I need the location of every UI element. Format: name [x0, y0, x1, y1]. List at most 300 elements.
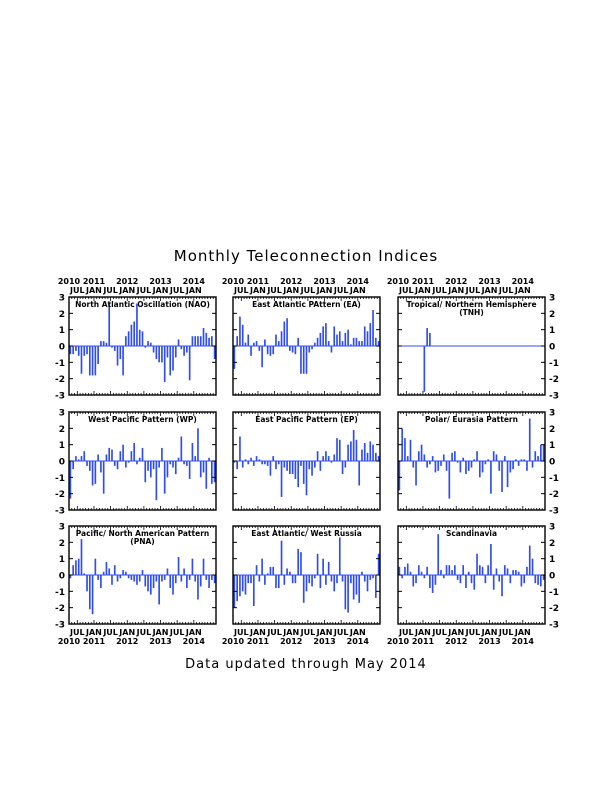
bar — [336, 575, 338, 583]
panel-8 — [222, 526, 380, 646]
x-month-label: JUL — [498, 286, 514, 295]
x-month-label: JUL — [234, 628, 249, 637]
bar — [429, 333, 431, 346]
bar — [336, 335, 338, 346]
bar — [328, 456, 330, 461]
y-tick-label: 0 — [549, 457, 556, 468]
bar — [295, 461, 297, 479]
bar — [407, 564, 409, 575]
bar — [203, 461, 205, 472]
bar — [501, 575, 503, 596]
bar — [404, 438, 406, 461]
bar — [181, 437, 183, 462]
x-month-label: JUL — [465, 628, 481, 637]
bar — [108, 304, 110, 346]
bar — [270, 567, 272, 575]
bar — [86, 575, 88, 591]
bar — [253, 461, 255, 466]
bar — [347, 575, 349, 613]
bar — [361, 450, 363, 461]
bar — [172, 346, 174, 371]
x-month-label: JAN — [283, 628, 300, 637]
bar — [125, 336, 127, 346]
x-year-label: 2013 — [149, 277, 172, 286]
bar — [72, 346, 74, 354]
bar — [487, 565, 489, 575]
bar — [214, 461, 216, 482]
bar — [314, 461, 316, 468]
bar — [156, 575, 158, 582]
bar — [133, 575, 135, 582]
bar — [242, 575, 244, 591]
y-tick-label: 2 — [58, 538, 65, 549]
bar — [515, 570, 517, 575]
bar — [144, 461, 146, 482]
figure-title: Monthly Teleconnection Indices — [173, 247, 439, 265]
bar — [303, 575, 305, 603]
bar — [482, 461, 484, 472]
bar — [443, 454, 445, 461]
x-month-label: JUL — [300, 286, 316, 295]
bar — [320, 333, 322, 346]
bar — [194, 575, 196, 582]
bar — [117, 575, 119, 582]
bar — [361, 341, 363, 346]
bar — [161, 575, 163, 582]
panel-6 — [398, 409, 559, 517]
bar — [142, 448, 144, 461]
y-tick-label: 3 — [549, 522, 556, 533]
bar — [139, 575, 141, 582]
bar — [471, 461, 473, 468]
x-month-label: JUL — [300, 628, 316, 637]
bar — [311, 461, 313, 476]
x-year-label: 2013 — [478, 637, 501, 646]
bar — [161, 448, 163, 461]
bar — [111, 450, 113, 461]
x-year-label: 2010 — [386, 277, 410, 286]
bar — [543, 575, 545, 580]
bar — [446, 461, 448, 471]
bar — [183, 346, 185, 356]
bar — [200, 461, 202, 477]
bar — [369, 441, 371, 461]
panel-7 — [55, 523, 216, 647]
bar — [245, 575, 247, 595]
bar — [465, 575, 467, 588]
x-year-label: 2011 — [82, 637, 106, 646]
bar — [133, 322, 135, 347]
y-tick-label: -2 — [549, 604, 559, 615]
bar — [501, 461, 503, 492]
bar — [534, 451, 536, 461]
bar — [75, 560, 77, 575]
bar — [300, 346, 302, 374]
bar — [236, 461, 238, 469]
panel-title: Scandinavia — [445, 529, 498, 538]
bar — [367, 331, 369, 346]
bar — [367, 575, 369, 591]
x-month-label: JAN — [119, 628, 136, 637]
panel-title-line2: (PNA) — [130, 537, 155, 546]
bar — [350, 441, 352, 461]
bar — [95, 346, 97, 375]
x-month-label: JUL — [70, 628, 85, 637]
x-year-label: 2011 — [246, 637, 270, 646]
bar — [197, 336, 199, 346]
bar — [239, 437, 241, 462]
x-month-label: JAN — [316, 286, 333, 295]
bar — [534, 575, 536, 583]
y-tick-label: -1 — [55, 473, 65, 484]
y-tick-label: 2 — [549, 538, 556, 549]
y-tick-label: -3 — [55, 391, 65, 402]
bar — [103, 341, 105, 346]
bar — [345, 333, 347, 346]
bar — [435, 461, 437, 472]
bar — [518, 461, 520, 466]
bar — [437, 534, 439, 575]
bar — [256, 341, 258, 346]
bar — [122, 346, 124, 375]
bar — [325, 323, 327, 346]
bar — [239, 317, 241, 346]
x-month-label: JAN — [283, 286, 300, 295]
panel-grid — [55, 277, 559, 646]
bar — [117, 461, 119, 469]
bar — [108, 448, 110, 461]
bar — [372, 310, 374, 346]
bar — [342, 341, 344, 346]
bar — [211, 336, 213, 346]
bar — [114, 565, 116, 575]
bar — [194, 336, 196, 346]
bar — [303, 346, 305, 374]
x-year-label: 2010 — [221, 637, 245, 646]
bar — [192, 336, 194, 346]
bar — [347, 330, 349, 346]
x-month-label: JUL — [432, 628, 447, 637]
bar — [106, 562, 108, 575]
bar — [512, 461, 514, 469]
x-month-label: JAN — [448, 286, 465, 295]
y-tick-label: 1 — [549, 326, 556, 337]
x-month-label: JUL — [432, 286, 447, 295]
bar — [465, 461, 467, 474]
bar — [356, 338, 358, 346]
bar — [89, 575, 91, 609]
bar — [108, 568, 110, 575]
bar — [412, 461, 414, 468]
bar — [267, 461, 269, 466]
y-tick-label: 0 — [549, 342, 556, 353]
bar — [410, 440, 412, 461]
bar — [119, 346, 121, 359]
bar — [278, 575, 280, 588]
bar — [281, 331, 283, 346]
bar — [194, 456, 196, 461]
bar — [178, 339, 180, 346]
bar — [510, 461, 512, 472]
bar — [300, 552, 302, 575]
bar — [424, 454, 426, 461]
y-tick-label: -2 — [549, 490, 559, 501]
x-month-label: JAN — [415, 286, 431, 295]
bar — [364, 443, 366, 461]
bar — [95, 559, 97, 575]
bar — [92, 461, 94, 486]
bar — [364, 575, 366, 582]
bar — [106, 454, 108, 461]
bar — [415, 575, 417, 583]
panel-2 — [222, 277, 380, 395]
bar — [211, 575, 213, 580]
bar — [131, 325, 133, 346]
bar — [543, 445, 545, 461]
bar — [169, 346, 171, 375]
bar — [375, 575, 377, 598]
x-year-label: 2013 — [313, 277, 336, 286]
bar — [125, 461, 127, 468]
bar — [526, 567, 528, 575]
bar — [356, 575, 358, 595]
bar — [175, 346, 177, 357]
bar — [158, 461, 160, 468]
bar — [164, 575, 166, 580]
bar — [295, 575, 297, 583]
bar — [75, 346, 77, 351]
bar — [358, 575, 360, 603]
bar — [275, 335, 277, 346]
bar — [189, 575, 191, 580]
y-tick-label: 3 — [549, 408, 556, 419]
x-month-label: JAN — [316, 628, 333, 637]
x-year-label: 2011 — [411, 637, 435, 646]
y-tick-label: 3 — [549, 293, 556, 304]
bar — [197, 428, 199, 461]
bar — [142, 331, 144, 346]
bar — [158, 575, 160, 604]
bar — [504, 456, 506, 461]
x-month-label: JUL — [169, 628, 185, 637]
y-tick-label: 1 — [58, 555, 65, 566]
y-tick-label: 1 — [58, 441, 65, 452]
bar — [471, 575, 473, 583]
bar — [448, 461, 450, 499]
bar — [167, 461, 169, 477]
bar — [306, 575, 308, 591]
bar — [205, 461, 207, 489]
y-tick-label: 2 — [549, 424, 556, 435]
x-month-label: JUL — [169, 286, 185, 295]
bar — [498, 461, 500, 471]
x-year-label: 2013 — [149, 637, 172, 646]
bar — [208, 575, 210, 588]
bar — [264, 575, 266, 585]
bar — [333, 454, 335, 461]
bar — [322, 326, 324, 346]
bar — [333, 326, 335, 346]
bar — [473, 575, 475, 590]
bar — [412, 575, 414, 586]
bar — [256, 565, 258, 575]
bar — [523, 575, 525, 583]
x-month-label: JUL — [267, 286, 282, 295]
bar — [128, 331, 130, 346]
bar — [426, 328, 428, 346]
y-tick-label: 2 — [58, 424, 65, 435]
bar — [250, 346, 252, 356]
panel-3 — [387, 277, 559, 402]
bar — [426, 461, 428, 468]
bar — [172, 575, 174, 595]
bar — [504, 565, 506, 575]
bar — [426, 567, 428, 575]
bar — [512, 570, 514, 575]
bar — [507, 461, 509, 487]
bar — [205, 333, 207, 346]
y-tick-label: -1 — [549, 473, 559, 484]
x-month-label: JUL — [333, 628, 349, 637]
x-year-label: 2014 — [346, 637, 369, 646]
y-tick-label: -1 — [55, 587, 65, 598]
y-tick-label: -3 — [55, 620, 65, 631]
x-month-label: JAN — [185, 628, 202, 637]
bar — [529, 546, 531, 575]
panel-title-line2: (TNH) — [459, 308, 484, 317]
x-year-label: 2012 — [445, 277, 468, 286]
bar — [526, 461, 528, 471]
bar — [100, 461, 102, 472]
footer-note: Data updated through May 2014 — [185, 657, 427, 672]
bar — [261, 346, 263, 367]
bar — [485, 575, 487, 583]
x-month-label: JUL — [234, 286, 249, 295]
bar — [72, 565, 74, 575]
bar — [236, 575, 238, 601]
bar — [493, 451, 495, 461]
bar — [356, 440, 358, 461]
bar — [440, 570, 442, 575]
bar — [498, 575, 500, 582]
bar — [300, 461, 302, 466]
panel-5 — [233, 412, 380, 510]
bar — [297, 549, 299, 575]
bar — [272, 456, 274, 461]
bar — [147, 461, 149, 471]
y-tick-label: -3 — [55, 506, 65, 517]
bar — [306, 346, 308, 374]
bar — [286, 461, 288, 471]
bar — [490, 461, 492, 494]
bar — [259, 575, 261, 582]
bar — [292, 346, 294, 353]
bar — [325, 575, 327, 585]
x-month-label: JUL — [136, 286, 152, 295]
bar — [178, 557, 180, 575]
bar — [529, 419, 531, 461]
bar — [367, 453, 369, 461]
x-year-label: 2010 — [57, 277, 81, 286]
x-year-label: 2014 — [182, 637, 205, 646]
panel-title: East Pacific Pattern (EP) — [255, 415, 358, 424]
x-month-label: JAN — [250, 628, 266, 637]
bar — [270, 461, 272, 476]
bar — [345, 575, 347, 609]
bar — [186, 346, 188, 353]
x-month-label: JUL — [465, 286, 481, 295]
bar — [97, 575, 99, 580]
panel-title: Pacific/ North American Pattern — [75, 529, 210, 538]
bar — [418, 451, 420, 461]
bar — [211, 461, 213, 484]
panel-9 — [387, 523, 559, 647]
bar — [292, 461, 294, 474]
bar — [435, 575, 437, 585]
x-year-label: 2013 — [313, 637, 336, 646]
y-tick-label: 3 — [58, 408, 65, 419]
bar — [186, 461, 188, 466]
bar — [537, 456, 539, 461]
bar — [345, 461, 347, 468]
x-month-label: JUL — [333, 286, 349, 295]
bar — [325, 451, 327, 461]
bar — [532, 461, 534, 468]
bar — [454, 451, 456, 461]
bar — [275, 461, 277, 469]
bar — [119, 451, 121, 461]
bar — [153, 461, 155, 469]
x-month-label: JAN — [448, 628, 465, 637]
x-month-label: JAN — [349, 286, 366, 295]
bar — [278, 341, 280, 346]
bar — [203, 559, 205, 575]
bar — [242, 325, 244, 346]
bar — [399, 461, 401, 490]
bar — [214, 346, 216, 359]
bar — [404, 567, 406, 575]
x-month-label: JUL — [136, 628, 152, 637]
bar — [164, 346, 166, 382]
bar — [150, 575, 152, 595]
bar — [167, 568, 169, 575]
bar — [72, 461, 74, 469]
bar — [289, 461, 291, 474]
bar — [131, 451, 133, 461]
bar — [339, 440, 341, 461]
x-year-label: 2010 — [57, 637, 81, 646]
x-year-label: 2014 — [511, 637, 534, 646]
bar — [117, 346, 119, 366]
x-month-label: JAN — [415, 628, 431, 637]
x-month-label: JAN — [185, 286, 202, 295]
y-tick-label: -3 — [549, 391, 559, 402]
bar — [253, 575, 255, 606]
bar — [153, 575, 155, 588]
bar — [322, 456, 324, 461]
bar — [331, 346, 333, 353]
bar — [496, 454, 498, 461]
bar — [86, 461, 88, 466]
bar — [342, 575, 344, 582]
panel-1 — [55, 277, 216, 402]
panel-title: East Atlantic PAttern (EA) — [252, 300, 361, 309]
bar — [275, 575, 277, 588]
bar — [122, 445, 124, 461]
bar — [70, 346, 72, 354]
bar — [89, 346, 91, 375]
bar — [200, 336, 202, 346]
